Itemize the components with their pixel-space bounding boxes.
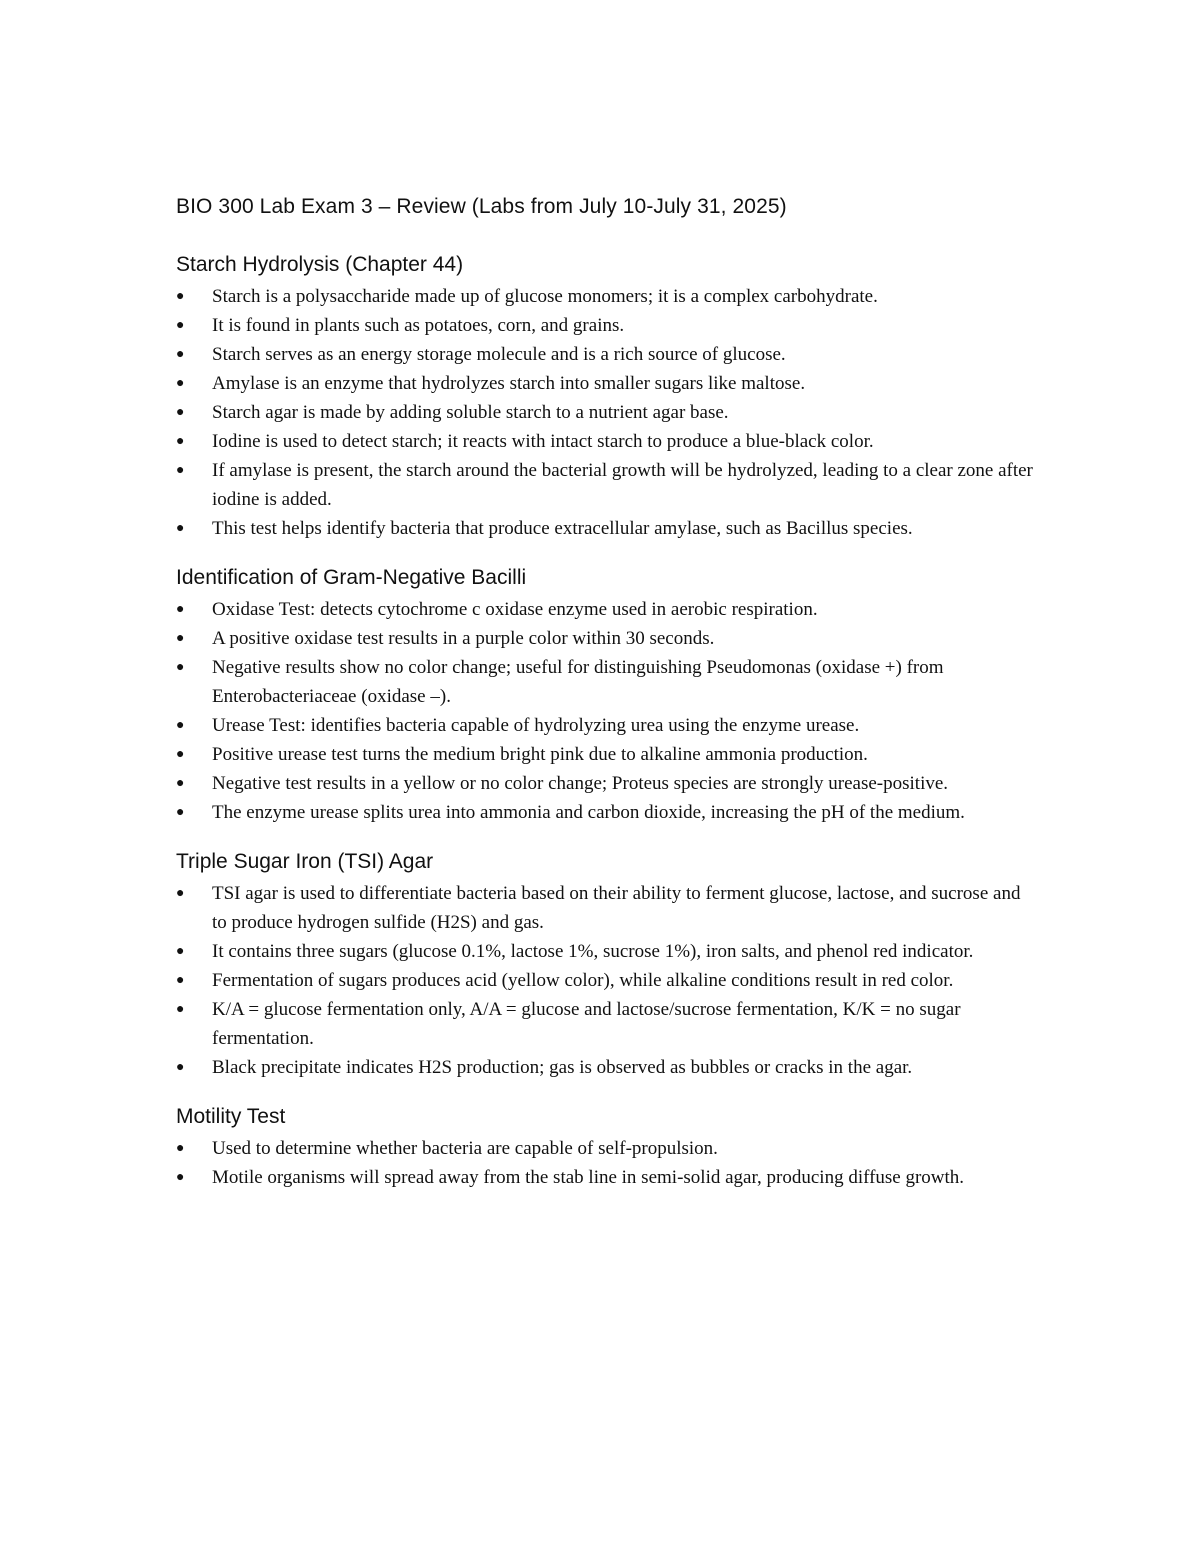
section [176, 563, 1036, 827]
bullet-icon: ● [176, 318, 185, 333]
list-item [176, 798, 1036, 827]
section [176, 1102, 1036, 1192]
bullet-list [176, 595, 1036, 827]
list-item-text: Negative results show no color change; useful for distinguishing Pseudomonas (oxidase +) from Enterobacteriaceae (oxidase –). [212, 657, 944, 707]
bullet-icon: ● [176, 1002, 185, 1017]
list-item [176, 711, 1036, 740]
bullet-icon: ● [176, 1141, 185, 1156]
bullet-icon: ● [176, 944, 185, 959]
bullet-icon: ● [176, 747, 185, 762]
list-item [176, 340, 1036, 369]
bullet-icon: ● [176, 463, 185, 478]
list-item-text: Oxidase Test: detects cytochrome c oxidase enzyme used in aerobic respiration. [212, 599, 818, 620]
list-item [176, 966, 1036, 995]
document-page [176, 192, 1036, 1212]
document-sections [176, 250, 1036, 1192]
bullet-list [176, 879, 1036, 1082]
bullet-icon: ● [176, 631, 185, 646]
list-item-text: Negative test results in a yellow or no color change; Proteus species are strongly urease-positive. [212, 773, 949, 794]
list-item [176, 595, 1036, 624]
list-item [176, 769, 1036, 798]
list-item [176, 1163, 1036, 1192]
bullet-icon: ● [176, 434, 185, 449]
list-item [176, 369, 1036, 398]
list-item-text: Starch agar is made by adding soluble starch to a nutrient agar base. [212, 402, 729, 423]
section-heading: Identification of Gram-Negative Bacilli [176, 566, 527, 589]
bullet-icon: ● [176, 776, 185, 791]
list-item-text: It is found in plants such as potatoes, corn, and grains. [212, 315, 625, 336]
list-item-text: Used to determine whether bacteria are capable of self-propulsion. [212, 1138, 718, 1159]
list-item [176, 1134, 1036, 1163]
bullet-icon: ● [176, 376, 185, 391]
list-item-text: Positive urease test turns the medium bright pink due to alkaline ammonia production. [212, 744, 868, 765]
list-item [176, 456, 1036, 514]
section-heading: Triple Sugar Iron (TSI) Agar [176, 850, 434, 873]
list-item-text: Amylase is an enzyme that hydrolyzes starch into smaller sugars like maltose. [212, 373, 806, 394]
bullet-icon: ● [176, 718, 185, 733]
bullet-icon: ● [176, 347, 185, 362]
list-item-text: Iodine is used to detect starch; it reacts with intact starch to produce a blue-black color. [212, 431, 874, 452]
list-item [176, 624, 1036, 653]
bullet-icon: ● [176, 805, 185, 820]
list-item-text: Black precipitate indicates H2S production; gas is observed as bubbles or cracks in the agar. [212, 1057, 913, 1078]
list-item [176, 937, 1036, 966]
section [176, 250, 1036, 543]
list-item-text: This test helps identify bacteria that produce extracellular amylase, such as Bacillus species. [212, 518, 913, 539]
list-item [176, 995, 1036, 1053]
list-item-text: TSI agar is used to differentiate bacteria based on their ability to ferment glucose, lactose, and sucrose and to produce hydrogen sulfide (H2S) and gas. [212, 883, 1021, 933]
list-item [176, 1053, 1036, 1082]
list-item [176, 398, 1036, 427]
list-item-text: It contains three sugars (glucose 0.1%, lactose 1%, sucrose 1%), iron salts, and phenol red indicator. [212, 941, 974, 962]
list-item-text: Motile organisms will spread away from the stab line in semi-solid agar, producing diffuse growth. [212, 1167, 965, 1188]
list-item [176, 653, 1036, 711]
bullet-icon: ● [176, 886, 185, 901]
list-item-text: Fermentation of sugars produces acid (yellow color), while alkaline conditions result in red color. [212, 970, 954, 991]
bullet-icon: ● [176, 1170, 185, 1185]
bullet-icon: ● [176, 660, 185, 675]
section-heading: Starch Hydrolysis (Chapter 44) [176, 253, 464, 276]
list-item [176, 427, 1036, 456]
bullet-icon: ● [176, 602, 185, 617]
section-heading: Motility Test [176, 1105, 286, 1128]
bullet-list [176, 282, 1036, 543]
bullet-icon: ● [176, 1060, 185, 1075]
list-item-text: If amylase is present, the starch around the bacterial growth will be hydrolyzed, leading to a clear zone after iodine is added. [212, 460, 1033, 510]
document-title: BIO 300 Lab Exam 3 – Review (Labs from July 10-July 31, 2025) [176, 195, 787, 218]
list-item-text: Urease Test: identifies bacteria capable of hydrolyzing urea using the enzyme urease. [212, 715, 860, 736]
list-item-text: Starch is a polysaccharide made up of glucose monomers; it is a complex carbohydrate. [212, 286, 878, 307]
list-item [176, 282, 1036, 311]
list-item [176, 740, 1036, 769]
section [176, 847, 1036, 1082]
list-item [176, 514, 1036, 543]
list-item [176, 879, 1036, 937]
list-item-text: A positive oxidase test results in a purple color within 30 seconds. [212, 628, 715, 649]
bullet-list [176, 1134, 1036, 1192]
list-item [176, 311, 1036, 340]
bullet-icon: ● [176, 973, 185, 988]
bullet-icon: ● [176, 405, 185, 420]
list-item-text: Starch serves as an energy storage molecule and is a rich source of glucose. [212, 344, 786, 365]
bullet-icon: ● [176, 521, 185, 536]
bullet-icon: ● [176, 289, 185, 304]
list-item-text: K/A = glucose fermentation only, A/A = glucose and lactose/sucrose fermentation, K/K = no sugar fermentation. [212, 999, 961, 1049]
list-item-text: The enzyme urease splits urea into ammonia and carbon dioxide, increasing the pH of the medium. [212, 802, 965, 823]
